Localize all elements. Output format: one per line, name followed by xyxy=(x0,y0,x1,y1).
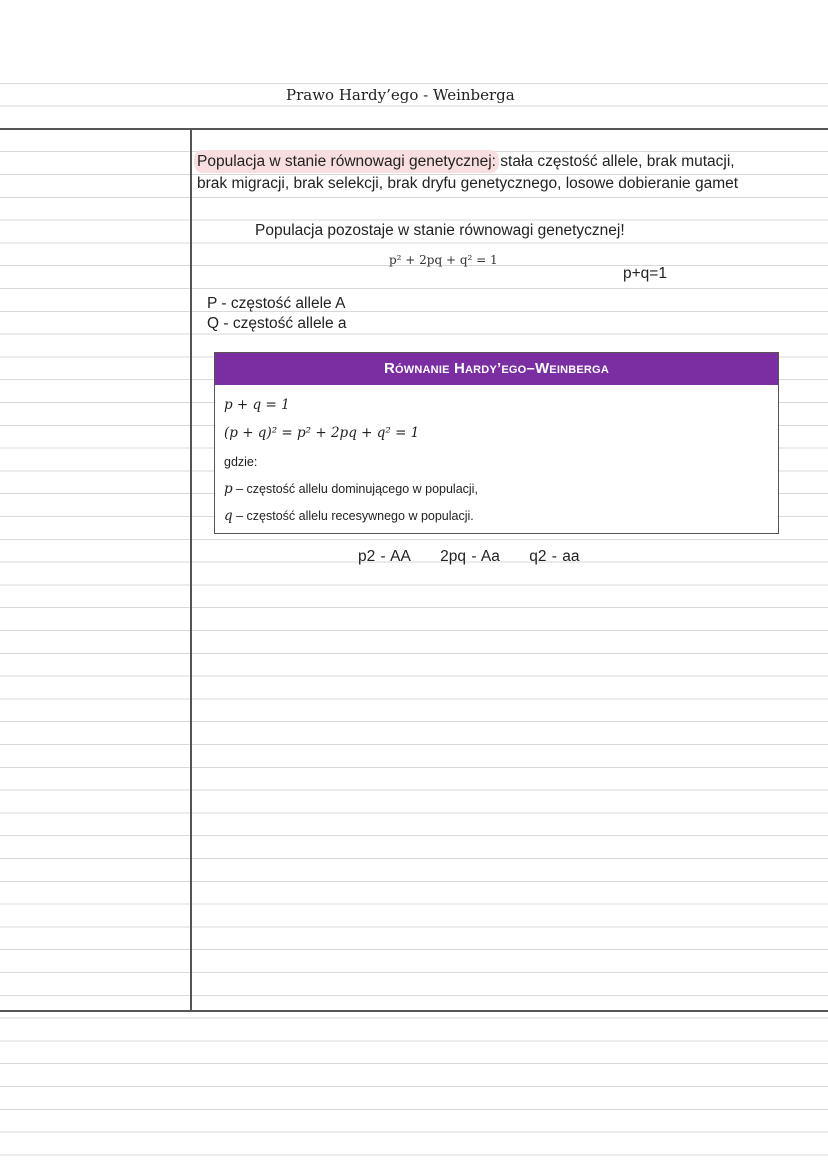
p-description: – częstość allelu dominującego w populacji, xyxy=(232,482,478,496)
intro-rest: stała częstość allele, brak mutacji, xyxy=(495,153,735,170)
equation-sum xyxy=(224,397,290,413)
genotype-aa-dominant: p2 - AA xyxy=(358,548,411,565)
q-definition xyxy=(224,508,474,524)
formula-square: p² + 2pq + q² = 1 xyxy=(389,253,498,267)
where-label: gdzie: xyxy=(224,455,258,469)
equation-box-header: Równanie Hardy’ego–Weinberga xyxy=(215,353,778,385)
equation-box xyxy=(214,352,779,534)
genotype-heterozygous: 2pq - Aa xyxy=(440,548,500,565)
equation-square xyxy=(224,425,419,441)
definition-q: Q - częstość allele a xyxy=(207,315,347,332)
equation-square-text: (p + q)² = p² + 2pq + q² = 1 xyxy=(224,425,420,441)
q-symbol: q xyxy=(224,508,233,524)
genotype-list xyxy=(358,548,603,566)
equilibrium-note: Populacja pozostaje w stanie równowagi genetycznej! xyxy=(255,222,625,239)
p-symbol: p xyxy=(224,481,233,497)
equation-sum-text: p + q = 1 xyxy=(224,397,290,413)
header-rule xyxy=(0,128,828,130)
genotype-aa-recessive: q2 - aa xyxy=(529,548,580,565)
highlighted-term: Populacja w stanie równowagi genetycznej: xyxy=(197,153,496,170)
intro-text xyxy=(197,151,738,195)
intro-line-1 xyxy=(197,151,738,173)
definition-p: P - częstość allele A xyxy=(207,295,346,312)
footer-rule xyxy=(0,1010,828,1012)
paper-top-margin xyxy=(0,0,828,82)
q-description: – częstość allelu recesywnego w populacji. xyxy=(232,509,474,523)
page-title: Prawo Hardy’ego - Weinberga xyxy=(286,86,515,104)
p-definition xyxy=(224,481,478,497)
margin-rule xyxy=(190,128,192,1011)
formula-sum: p+q=1 xyxy=(623,265,667,282)
intro-line-2: brak migracji, brak selekcji, brak dryfu genetycznego, losowe dobieranie gamet xyxy=(197,175,739,192)
